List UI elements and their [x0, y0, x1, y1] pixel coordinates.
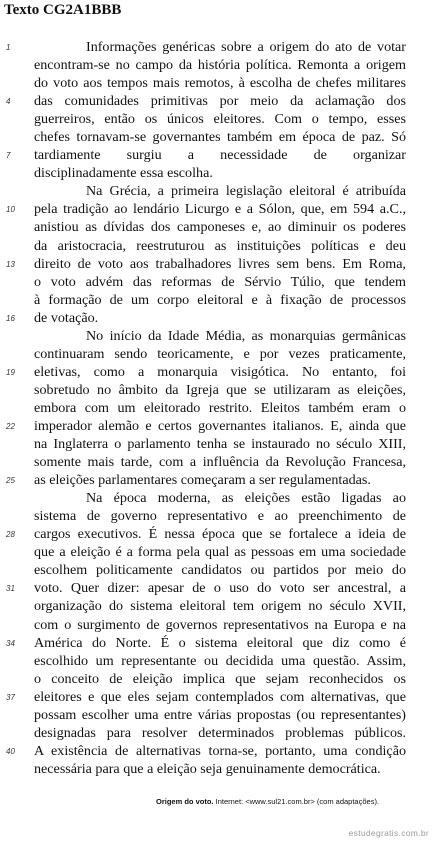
text-line: [6, 255, 406, 273]
line-text: tardiamente surgiu a necessidade de organizar: [34, 147, 406, 164]
text-line: [6, 525, 406, 543]
text-line: [34, 706, 406, 724]
text-line: [34, 128, 406, 146]
watermark: estudegratis.com.br: [348, 828, 429, 838]
line-text: continuaram sendo teoricamente, e por vezes praticamente,: [34, 345, 406, 362]
text-line: [34, 616, 406, 634]
line-text: guerreiros, então os únicos eleitores. Com o tempo, esses: [34, 111, 406, 128]
line-text: necessária para que a eleição seja genuinamente democrática.: [34, 760, 381, 777]
text-line: [6, 634, 406, 652]
text-body: [6, 38, 406, 778]
text-line: [34, 760, 406, 778]
line-text: do voto aos tempos mais remotos, à escolha de chefes militares: [34, 75, 406, 92]
line-text: encontram-se no campo da história política. Remonta a origem: [34, 57, 406, 74]
line-text: No início da Idade Média, as monarquias germânicas: [86, 327, 406, 344]
source-title: Origem do voto.: [156, 797, 214, 806]
text-line: [34, 489, 406, 507]
line-number: 22: [6, 421, 15, 431]
line-text: o voto advém das reformas de Sérvio Túlio, que tendem: [34, 273, 406, 290]
text-line: [34, 291, 406, 309]
line-text: anistiou as dívidas dos camponeses e, ao diminuir os poderes: [34, 219, 406, 236]
text-line: [34, 670, 406, 688]
line-text: da aristocracia, reestruturou as instituições políticas e deu: [34, 237, 406, 254]
line-text: Na Grécia, a primeira legislação eleitoral é atribuída: [86, 183, 406, 200]
text-line: [34, 182, 406, 200]
line-number: 16: [6, 313, 15, 323]
text-line: [34, 273, 406, 291]
text-line: [34, 164, 406, 182]
line-number: 25: [6, 476, 15, 486]
line-text: somente mais tarde, com a influência da Revolução Francesa,: [34, 454, 406, 471]
text-title: Texto CG2A1BBB: [4, 2, 122, 18]
line-number: 13: [6, 259, 15, 269]
text-line: [34, 381, 406, 399]
line-text: as eleições parlamentares começaram a ser regulamentadas.: [34, 472, 371, 489]
line-text: pela tradição ao lendário Licurgo e a Sólon, que, em 594 a.C.,: [34, 201, 406, 218]
text-line: [34, 435, 406, 453]
line-text: sistema de governo representativo e ao preenchimento de: [34, 508, 406, 525]
text-line: [6, 688, 406, 706]
text-line: [6, 417, 406, 435]
line-text: na Inglaterra o parlamento tenha se instaurado no século XIII,: [34, 436, 406, 453]
text-line: [34, 543, 406, 561]
text-line: [6, 92, 406, 110]
line-text: possam escolher uma entre várias propostas (ou representantes): [34, 706, 406, 723]
line-text: voto. Quer dizer: apesar de o uso do voto ser ancestral, a: [34, 580, 406, 597]
text-line: [6, 309, 406, 327]
line-number: 40: [6, 746, 15, 756]
text-line: [34, 237, 406, 255]
line-number: 1: [6, 43, 11, 52]
line-text: sobretudo no âmbito da Igreja que se utilizaram as eleições,: [34, 381, 406, 398]
line-text: A existência de alternativas torna-se, portanto, uma condição: [34, 742, 406, 759]
source-reference: Internet: <www.sul21.com.br> (com adaptações).: [215, 797, 380, 806]
line-text: à formação de um corpo eleitoral e à fixação de processos: [34, 291, 406, 308]
line-text: embora com um eleitorado restrito. Eleitos também eram o: [34, 399, 406, 416]
line-text: Informações genéricas sobre a origem do ato de votar: [86, 39, 406, 55]
line-text: das comunidades primitivas por meio da aclamação dos: [34, 93, 406, 110]
text-line: [34, 327, 406, 345]
text-line: [34, 724, 406, 742]
text-line: [34, 507, 406, 525]
text-line: [34, 453, 406, 471]
line-number: 10: [6, 205, 15, 215]
line-text: eleitores e que eles sejam contemplados com alternativas, que: [34, 688, 406, 705]
line-number: 19: [6, 367, 15, 377]
text-line: [6, 742, 406, 760]
line-text: escolhido um representante ou decidida uma questão. Assim,: [34, 652, 406, 669]
text-line: [34, 345, 406, 363]
line-text: que a eleição é a forma pela qual as pessoas em uma sociedade: [34, 544, 406, 561]
line-text: designadas para resolver determinados problemas públicos.: [34, 724, 406, 741]
line-text: disciplinadamente essa escolha.: [34, 165, 213, 182]
line-text: Na época moderna, as eleições estão ligadas ao: [86, 490, 406, 507]
text-line: [34, 652, 406, 670]
line-text: de votação.: [34, 309, 99, 326]
line-number: 31: [6, 584, 15, 594]
line-text: organização do sistema eleitoral tem origem no século XVII,: [34, 598, 406, 615]
line-number: 7: [6, 151, 11, 161]
line-number: 37: [6, 692, 15, 702]
text-line: [34, 597, 406, 615]
line-text: América do Norte. É o sistema eleitoral que diz como é: [34, 634, 406, 651]
text-line: [34, 218, 406, 236]
text-line: [34, 399, 406, 417]
line-text: chefes tornavam-se governantes também em época de paz. Só: [34, 129, 406, 146]
line-text: eletivas, como a monarquia visigótica. No entanto, foi: [34, 363, 406, 380]
line-text: direito de voto aos trabalhadores livres sem bens. Em Roma,: [34, 255, 406, 272]
line-text: imperador alemão e certos governantes italianos. E, ainda que: [34, 417, 406, 434]
line-number: 28: [6, 530, 15, 540]
line-text: o conceito de eleição implica que sejam reconhecidos os: [34, 670, 406, 687]
text-line: [6, 146, 406, 164]
text-line: [34, 56, 406, 74]
text-line: [6, 471, 406, 489]
source-citation: [156, 797, 379, 806]
line-text: cargos executivos. É nessa época que se fortalece a ideia de: [34, 526, 406, 543]
text-line: [6, 363, 406, 381]
line-text: escolhem politicamente candidatos ou partidos por meio do: [34, 562, 406, 579]
text-line: [6, 200, 406, 218]
text-line: [34, 561, 406, 579]
text-line: [34, 110, 406, 128]
line-number: 34: [6, 638, 15, 648]
text-line: [6, 38, 406, 56]
text-line: [6, 579, 406, 597]
text-line: [34, 74, 406, 92]
line-text: com o surgimento de governos representativos na Europa e na: [34, 616, 406, 633]
line-number: 4: [6, 97, 11, 107]
